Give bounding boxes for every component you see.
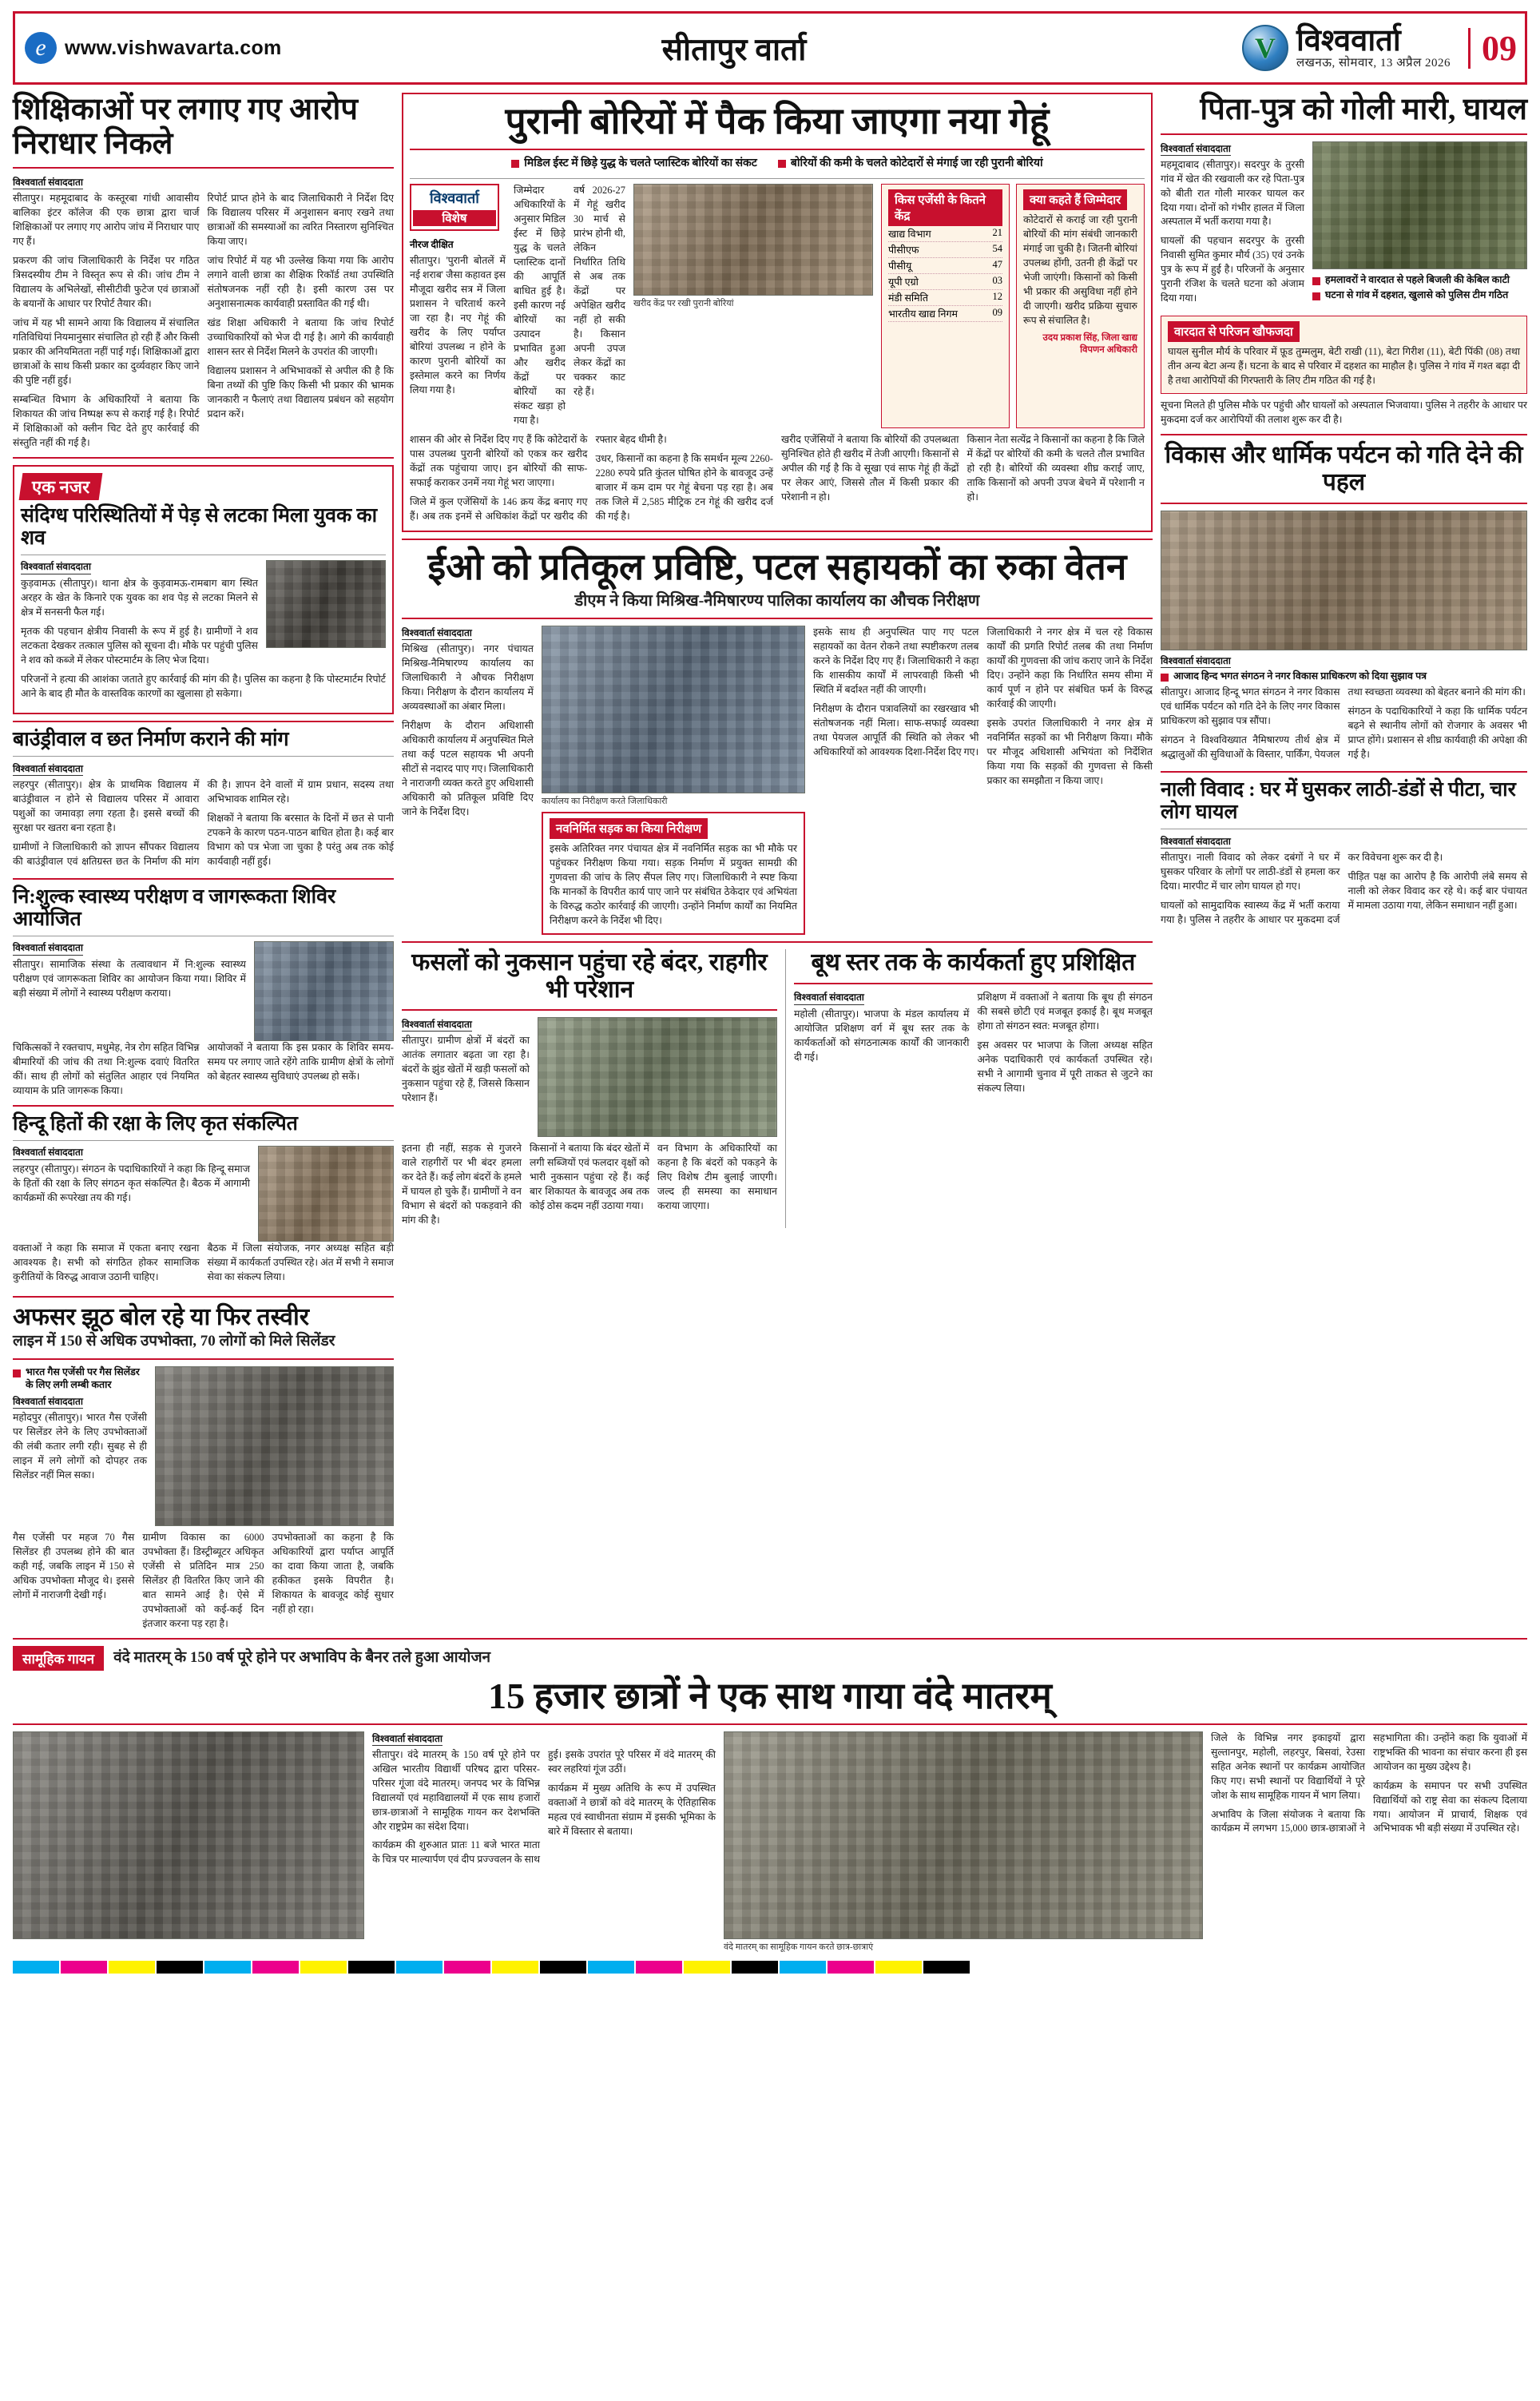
box-title: किस एजेंसी के कितने केंद्र: [888, 189, 1002, 226]
paragraph: प्रकरण की जांच जिलाधिकारी के निर्देश पर गठित त्रिसदस्यीय टीम ने विस्तृत रूप से की। जांच टीम ने विद्यालय के अभिलेखों, सीसीटीवी फुटेज एवं छात्राओं के बयानों के आधार पर रिपोर्ट तैयार की।: [13, 255, 200, 309]
byline: विश्ववार्ता संवाददाता: [401, 627, 472, 639]
article-gas-cylinder: [13, 1304, 394, 1632]
bottom-strap: [13, 1646, 1527, 1671]
paragraph: महोली (सीतापुर)। भाजपा के मंडल कार्यालय में आयोजित प्रशिक्षण वर्ग में बूथ स्तर तक के कार्यकर्ताओं को संगठनात्मक कार्यों की जानकारी दी गई।: [793, 1008, 970, 1063]
paragraph: निरीक्षण के दौरान पत्रावलियों का रखरखाव भी संतोषजनक नहीं मिला। साफ-सफाई व्यवस्था तथा पेयजल आपूर्ति की स्थिति को लेकर भी अधिकारियों को आवश्यक दिशा-निर्देश दिए गए।: [812, 703, 979, 758]
center-count: 09: [992, 307, 1002, 319]
byline: विश्ववार्ता संवाददाता: [794, 991, 864, 1005]
article-body-cont: [1211, 1731, 1527, 1953]
headline: ईओ को प्रतिकूल प्रविष्टि, पटल सहायकों का रुका वेतन: [427, 546, 1127, 587]
center-agency: पीसीएफ: [887, 244, 919, 256]
paragraph: सीतापुर। नाली विवाद को लेकर दबंगों ने घर में घुसकर परिवार के लोगों पर लाठी-डंडों से हमला कर दिया। मारपीट में चार लोग घायल हो गए।: [1160, 852, 1340, 892]
box-title: क्या कहते हैं जिम्मेदार: [1023, 189, 1127, 210]
paragraph: इस अवसर पर भाजपा के जिला अध्यक्ष सहित अनेक पदाधिकारी एवं कार्यकर्ता उपस्थित रहे। सभी ने आगामी चुनाव में पूरी ताकत से जुटने का संकल्प लिया।: [977, 1039, 1153, 1094]
website-url[interactable]: www.vishwavarta.com: [65, 36, 282, 59]
page-number: 09: [1468, 28, 1517, 69]
section-title: सीतापुर वार्ता: [661, 32, 807, 67]
photo-deceased: [266, 560, 386, 648]
center-agency: यूपी एग्रो: [887, 276, 919, 288]
box-title: नवनिर्मित सड़क का किया निरीक्षण: [550, 818, 708, 839]
article-body: [21, 560, 258, 673]
paragraph: सम्बन्धित विभाग के अधिकारियों ने बताया कि शिकायत की जांच निष्पक्ष रूप से कराई गई है। रिपोर्ट में शिक्षिकाओं को क्लीन चिट देते हुए कार्रवाई की संस्तुति नहीं की गई है।: [13, 393, 200, 448]
article-boundary-wall: [13, 729, 394, 872]
article-hindu-interests: [13, 1113, 394, 1290]
masthead-right: [1109, 25, 1525, 71]
paragraph: रिपोर्ट प्राप्त होने के बाद जिलाधिकारी ने निर्देश दिए कि विद्यालय परिसर में अनुशासन बनाए रखने तथा छात्राओं की समस्याओं का त्वरित निस्तारण सुनिश्चित किया जाए।: [207, 193, 394, 248]
special-badge: [410, 184, 499, 231]
article-father-son-shot: [1161, 93, 1527, 427]
center-count: 54: [992, 243, 1002, 255]
brand-edition-date: लखनऊ, सोमवार, 13 अप्रैल 2026: [1296, 57, 1451, 70]
article-body-cont: [1161, 399, 1527, 427]
page-columns: [13, 93, 1527, 1632]
headline: संदिग्ध परिस्थितियों में पेड़ से लटका मिला युवक का शव: [21, 504, 378, 549]
box-agency-centers: [881, 184, 1010, 428]
center-row: [888, 258, 1002, 274]
paragraph: गैस एजेंसी पर महज 70 गैस सिलेंडर ही उपलब्ध होने की बात कही गई, जबकि लाइन में 150 से अधिक उपभोक्ता मौजूद थे। इससे लोगों में नाराजगी देखी गई।: [13, 1532, 135, 1601]
center-row: [888, 226, 1002, 242]
paragraph: लहरपुर (सीतापुर)। संगठन के पदाधिकारियों ने कहा कि हिन्दू समाज के हितों की रक्षा के लिए संगठन कृत संकल्पित है। बैठक में आगामी कार्यक्रमों की रूपरेखा तय की गई।: [13, 1163, 250, 1204]
paragraph: ग्रामीण विकास का 6000 उपभोक्ता हैं। डिस्ट्रीब्यूटर अधिकृत एजेंसी से प्रतिदिन मात्र 250 सिलेंडर ही वितरित किए जाने की बात सामने आई है। ऐसे में उपभोक्ताओं को कई-कई दिन इंतजार करना पड़ रहा है।: [142, 1532, 264, 1630]
box-officials-say: [1016, 184, 1145, 428]
headline: नाली विवाद : घर में घुसकर लाठी-डंडों से पीटा, चार लोग घायल: [1160, 779, 1516, 824]
photo-tourism-event: [1161, 511, 1527, 650]
article-teacher-allegations: [13, 93, 394, 451]
middle-column: [402, 93, 1153, 1632]
article-ek-nazar: [13, 465, 394, 714]
byline: विश्ववार्ता संवाददाता: [372, 1732, 443, 1744]
byline: विश्ववार्ता संवाददाता: [13, 177, 83, 189]
article-wheat-sacks: [402, 93, 1153, 532]
center-agency: पीसीयू: [887, 260, 912, 272]
article-religious-tourism: [1161, 442, 1527, 765]
paragraph: इसके उपरांत जिलाधिकारी ने नगर क्षेत्र में नवनिर्मित सड़कों का भी निरीक्षण किया। मौके पर मौजूद अधिशासी अभियंता को निर्देशित किया गया कि सड़कों की गुणवत्ता से किसी प्रकार का समझौता न किया जाए।: [986, 718, 1153, 787]
bullet-point: मिडिल ईस्ट में छिड़े युद्ध के चलते प्लास्टिक बोरियों का संकट: [511, 157, 757, 171]
globe-letter: V: [1254, 32, 1276, 64]
paragraph: अभाविप के जिला संयोजक ने बताया कि कार्यक्रम में लगभग 15,000 छात्र-छात्राओं ने सहभागिता की। उन्होंने कहा कि युवाओं में राष्ट्रभक्ति की भावना का संचार करना ही इस आयोजन का मुख्य उद्देश्य है।: [1211, 1731, 1527, 1835]
box-family-fear: [1161, 316, 1527, 394]
center-agency: भारतीय खाद्य निगम: [887, 308, 958, 320]
paragraph: घायलों को सामुदायिक स्वास्थ्य केंद्र में भर्ती कराया गया है। पुलिस ने तहरीर के आधार पर मुकदमा दर्ज कर विवेचना शुरू कर दी है।: [1160, 852, 1443, 925]
paragraph: कार्यक्रम के समापन पर सभी उपस्थित विद्यार्थियों को राष्ट्र सेवा का संकल्प दिलाया गया। आयोजन में प्राचार्य, शिक्षक एवं अभिभावक भी बड़ी संख्या में उपस्थित रहे।: [1373, 1779, 1527, 1835]
paragraph: निरीक्षण के दौरान अधिशासी अधिकारी कार्यालय में अनुपस्थित मिले तथा कई पटल सहायक भी अपनी सीटों से नदारद पाए गए। जिलाधिकारी ने नाराजगी व्यक्त करते हुए अधिशासी अधिकारी को प्रतिकूल प्रविष्टि दिए जाने के निर्देश दिए।: [401, 720, 534, 817]
headline: हिन्दू हितों की रक्षा के लिए कृत संकल्पित: [13, 1112, 298, 1135]
paragraph: चिकित्सकों ने रक्तचाप, मधुमेह, नेत्र रोग सहित विभिन्न बीमारियों की जांच की तथा नि:शुल्क दवाएं वितरित कीं। साथ ही लोगों को संतुलित आहार एवं नियमित व्यायाम के प्रति जागरूक किया।: [13, 1042, 200, 1096]
center-row: [888, 274, 1002, 290]
box-text: कोटेदारों से कराई जा रही पुरानी बोरियों की मांग संबंधी जानकारी मंगाई जा चुकी है। जितनी बोरियां उपलब्ध होंगी, उतनी ही केंद्रों पर भेजी जाएंगी। किसानों को किसी भी प्रकार की असुविधा नहीं होने दी जाएगी। खरीद प्रक्रिया सुचारु रूप से संचालित है।: [1022, 214, 1137, 326]
headline: नि:शुल्क स्वास्थ्य परीक्षण व जागरूकता शिविर आयोजित: [13, 886, 336, 930]
paragraph: बैठक में जिला संयोजक, नगर अध्यक्ष सहित बड़ी संख्या में कार्यकर्ता उपस्थित रहे। अंत में सभी ने समाज सेवा का संकल्प लिया।: [207, 1242, 394, 1282]
brand-text: [1296, 26, 1451, 70]
photo-caption: वंदे मातरम् का सामूहिक गायन करते छात्र-छात्राएं: [724, 1942, 874, 1952]
photo-village-scene: [1312, 141, 1527, 269]
bullet-point: हमलावरों ने वारदात से पहले बिजली की केबिल काटी: [1312, 274, 1527, 287]
article-body: [1161, 851, 1527, 928]
paragraph: महोदपुर (सीतापुर)। भारत गैस एजेंसी पर सिलेंडर लेने के लिए उपभोक्ताओं की लंबी कतार लगी रही। सुबह से ही लाइन में लगे लोगों को दोपहर तक सिलेंडर नहीं मिल सका।: [13, 1412, 147, 1481]
brand-block: [1242, 25, 1451, 71]
article-body: [410, 254, 506, 398]
box-text: इसके अतिरिक्त नगर पंचायत क्षेत्र में नवनिर्मित सड़क का भी मौके पर पहुंचकर निरीक्षण किया गया। सड़क निर्माण में प्रयुक्त सामग्री की गुणवत्ता की जांच के लिए सैंपल लिए गए। जिलाधिकारी ने स्पष्ट किया कि मानकों के विपरीत कार्य पाए जाने पर संबंधित ठेकेदार एवं अभियंता के विरुद्ध कठोर कार्रवाई की जाएगी। उन्होंने निर्माण कार्यों का नियमित निरीक्षण करने के निर्देश भी दिए।: [549, 843, 797, 927]
byline: विश्ववार्ता संवाददाता: [401, 1019, 472, 1031]
article-body-cont: [813, 626, 1153, 935]
right-column: [1161, 93, 1527, 1632]
paragraph: इसके साथ ही अनुपस्थित पाए गए पटल सहायकों का वेतन रोकने तथा स्पष्टीकरण तलब करने के निर्देश दिए गए हैं। जिलाधिकारी ने कहा कि शासकीय कार्यों में लापरवाही किसी भी स्थिति में बर्दाश्त नहीं की जाएगी।: [812, 626, 979, 696]
bottom-headline: 15 हजार छात्रों ने एक साथ गाया वंदे मातरम्: [488, 1676, 1052, 1717]
center-row: [888, 242, 1002, 258]
paragraph: सीतापुर। वंदे मातरम् के 150 वर्ष पूरे होने पर अखिल भारतीय विद्यार्थी परिषद द्वारा परिसर-परिसर गूंजा वंदे मातरम्। जनपद भर के विभिन्न विद्यालयों एवं महाविद्यालयों में एक साथ हजारों छात्र-छात्राओं ने सामूहिक गायन कर देशभक्ति और राष्ट्रप्रेम का संदेश दिया।: [372, 1748, 540, 1832]
paragraph: उपभोक्ताओं का कहना है कि अधिकारियों द्वारा पर्याप्त आपूर्ति का दावा किया जाता है, जबकि हकीकत इसके विपरीत है। शिकायत के बावजूद कोई सुधार नहीं हो रहा।: [272, 1532, 394, 1616]
headline: पिता-पुत्र को गोली मारी, घायल: [1200, 93, 1527, 126]
photo-wheat-sacks: [633, 184, 873, 296]
center-count: 21: [992, 227, 1002, 239]
box-author: उदय प्रकाश सिंह, जिला खाद्य विपणन अधिकारी: [1042, 332, 1137, 355]
paragraph: प्रशिक्षण में वक्ताओं ने बताया कि बूथ ही संगठन की सबसे छोटी एवं मजबूत इकाई है। बूथ मजबूत होगा तो संगठन स्वत: मजबूत होगा।: [977, 991, 1153, 1032]
paragraph: लहरपुर (सीतापुर)। क्षेत्र के प्राथमिक विद्यालय में बाउंड्रीवाल न होने से विद्यालय परिसर में आवारा पशुओं का जमावड़ा लगा रहता है। इससे बच्चों की सुरक्षा पर खतरा बना रहता है।: [13, 779, 200, 834]
article-booth-training: [785, 949, 1153, 1228]
masthead-left: [15, 32, 359, 64]
article-monkeys: [402, 949, 777, 1228]
paragraph: कुड़वामऊ (सीतापुर)। थाना क्षेत्र के कुड़वामऊ-रामबाग बाग स्थित अरहर के खेत के किनारे एक युवक का शव पेड़ से लटका मिलने से क्षेत्र में सनसनी फैल गई।: [21, 578, 258, 618]
subheadline: लाइन में 150 से अधिक उपभोक्ता, 70 लोगों को मिले सिलेंडर: [13, 1333, 335, 1350]
article-body: [13, 1146, 250, 1242]
paragraph: सीतापुर। 'पुरानी बोतलें में नई शराब' जैसा कहावत इस मौजूदा खरीद सत्र में जिला प्रशासन ने चरितार्थ करने जा रहा है। नए गेहूं की खरीद के लिए पर्याप्त बोरियां उपलब्ध न होने के कारण पुरानी बोरियों का इस्तेमाल करने का निर्णय लिया गया है।: [409, 255, 506, 396]
paragraph: महमूदाबाद (सीतापुर)। सदरपुर के तुरसी गांव में खेत की रखवाली कर रहे पिता-पुत्र को बीती रात गोली मारकर घायल कर दिया गया। दोनों को गंभीर हालत में जिला अस्पताल में भर्ती कराया गया है।: [1160, 158, 1304, 228]
article-body: [1161, 158, 1304, 307]
paragraph: सीतापुर। ग्रामीण क्षेत्रों में बंदरों का आतंक लगातार बढ़ता जा रहा है। बंदरों के झुंड खेतों में खड़ी फसलों को नुकसान पहुंचा रहे हैं, जिससे किसान परेशान हैं।: [401, 1035, 530, 1104]
paragraph: सीतापुर। महमूदाबाद के कस्तूरबा गांधी आवासीय बालिका इंटर कॉलेज की एक छात्रा द्वारा चार्ज शिक्षिकाओं पर लगाए गए आरोप जांच में निराधार पाए गए हैं।: [13, 193, 200, 248]
paragraph: जिले में कुल एजेंसियों के 146 क्रय केंद्र बनाए गए हैं। अब तक इनमें से अधिकांश केंद्रों पर खरीद की रफ्तार बेहद धीमी है।: [409, 433, 667, 522]
page-title: शिक्षिकाओं पर लगाए गए आरोप निराधार निकले: [13, 93, 358, 161]
article-eo-inspection: [402, 547, 1153, 935]
paragraph: संगठन ने विश्वविख्यात नैमिषारण्य तीर्थ क्षेत्र में श्रद्धालुओं की सुविधाओं के विस्तार, पार्किंग, पेयजल तथा स्वच्छता व्यवस्था को बेहतर बनाने की मांग की।: [1160, 686, 1526, 761]
paragraph: किसान नेता सत्येंद्र ने किसानों का कहना है कि जिले में केंद्रों पर बोरियों की कमी के चलते तौल प्रभावित हो रही है। बोरियों की व्यवस्था शीघ्र कराई जाए, ताकि किसानों को अपनी उपज बेचने में परेशानी न हो।: [966, 433, 1145, 503]
paragraph: विद्यालय प्रशासन ने अभिभावकों से अपील की है कि बिना तथ्यों की पुष्टि किए किसी भी प्रकार की भ्रामक जानकारी न फैलाएं तथा विद्यालय प्रबंधन को सहयोग प्रदान करें।: [207, 364, 394, 419]
article-body: [794, 991, 1153, 1096]
byline: विश्ववार्ता संवाददाता: [13, 1396, 83, 1408]
byline: विश्ववार्ता संवाददाता: [21, 560, 91, 574]
paragraph: सूचना मिलते ही पुलिस मौके पर पहुंची और घायलों को अस्पताल भिजवाया। पुलिस ने तहरीर के आधार पर मुकदमा दर्ज कर आरोपियों की तलाश शुरू कर दी है।: [1160, 400, 1527, 426]
article-body-cont: [402, 1142, 777, 1228]
article-body: [13, 192, 394, 451]
article-body-cont: [13, 1531, 394, 1632]
paragraph: मृतक की पहचान क्षेत्रीय निवासी के रूप में हुई है। ग्रामीणों ने शव लटकता देखकर तत्काल पुलिस को सूचना दी। मौके पर पहुंची पुलिस ने शव को कब्जे में लेकर पोस्टमार्टम के लिए भेज दिया।: [21, 626, 258, 666]
print-registration-bars: [13, 1961, 1527, 1978]
paragraph: कार्यक्रम की शुरुआत प्रातः 11 बजे भारत माता के चित्र पर माल्यार्पण एवं दीप प्रज्ज्वलन के साथ हुई। इसके उपरांत पूरे परिसर में वंदे मातरम् की स्वर लहरियां गूंज उठीं।: [372, 1748, 716, 1866]
paragraph: आयोजकों ने बताया कि इस प्रकार के शिविर समय-समय पर लगाए जाते रहेंगे ताकि ग्रामीण क्षेत्रों के लोगों को बेहतर स्वास्थ्य सुविधाएं उपलब्ध हो सकें।: [207, 1042, 394, 1082]
center-count: 03: [992, 275, 1002, 287]
photo-dm-inspection: [542, 626, 805, 793]
paragraph: संगठन के पदाधिकारियों ने कहा कि धार्मिक पर्यटन बढ़ने से स्थानीय लोगों को रोजगार के अवसर भी प्राप्त होंगे। प्रशासन से शीघ्र कार्यवाही की अपेक्षा की गई है।: [1348, 706, 1527, 761]
left-column: [13, 93, 394, 1632]
article-body-cont: [13, 1041, 394, 1099]
center-count: 12: [992, 291, 1002, 303]
bullet-point: भारत गैस एजेंसी पर गैस सिलेंडर के लिए लगी लम्बी कतार: [13, 1366, 147, 1391]
paragraph: वन विभाग के अधिकारियों का कहना है कि बंदरों को पकड़ने के लिए विशेष टीम बुलाई जाएगी। जल्द ही समस्या का समाधान कराया जाएगा।: [657, 1143, 777, 1212]
strap-text: वंदे मातरम् के 150 वर्ष पूरे होने पर अभाविप के बैनर तले हुआ आयोजन: [113, 1649, 491, 1667]
headline: पुरानी बोरियों में पैक किया जाएगा नया गेहूं: [505, 101, 1050, 141]
subheadline: डीएम ने किया मिश्रिख-नैमिषारण्य पालिका कार्यालय का औचक निरीक्षण: [574, 592, 980, 610]
center-count: 47: [992, 259, 1002, 271]
paragraph: खरीद एजेंसियों ने बताया कि बोरियों की उपलब्धता सुनिश्चित होते ही खरीद में तेजी आएगी। किसानों से अपील की गई है कि वे सूखा एवं साफ गेहूं ही केंद्रों पर लेकर आएं, जिससे तौल में किसी प्रकार की परेशानी न हो।: [780, 433, 959, 503]
paragraph: शासन की ओर से निर्देश दिए गए हैं कि कोटेदारों के पास उपलब्ध पुरानी बोरियों को एकत्र कर खरीद केंद्रों तक पहुंचाया जाए। इन बोरियों की साफ-सफाई कराकर उनमें नया गेहूं भरा जाएगा।: [409, 433, 588, 488]
bottom-body-row: [13, 1731, 1527, 1953]
paragraph: उधर, किसानों का कहना है कि समर्थन मूल्य 2260-2280 रुपये प्रति कुंतल घोषित होने के बावजूद उन्हें बाजार में कम दाम पर गेहूं बेचना पड़ रहा है। अब तक जिले में 2,585 मीट्रिक टन गेहूं की खरीद दर्ज की गई है।: [595, 452, 773, 522]
article-body: [1161, 686, 1527, 765]
paragraph: परिजनों ने हत्या की आशंका जताते हुए कार्रवाई की मांग की है। पुलिस का कहना है कि पोस्टमार्टम रिपोर्ट आने के बाद ही मौत के वास्तविक कारणों का खुलासा हो सकेगा।: [21, 674, 386, 700]
photo-monkeys-road: [538, 1017, 777, 1137]
badge-brand-name: विश्ववार्ता: [429, 190, 479, 207]
bullet-point: बोरियों की कमी के चलते कोटेदारों से मंगाई जा रही पुरानी बोरियां: [778, 157, 1043, 171]
article-body-cont: [21, 673, 386, 702]
epaper-icon: e: [25, 32, 57, 64]
photo-gas-queue: [155, 1366, 394, 1526]
paragraph: शिक्षकों ने बताया कि बरसात के दिनों में छत से पानी टपकने के कारण पठन-पाठन बाधित होता है। कई बार विभाग को पत्र भेजा जा चुका है परंतु अब तक कोई कार्यवाही नहीं हुई।: [207, 813, 394, 868]
box-text: घायल सुनील मौर्य के परिवार में फ़ूड तुम्मलुम, बेटी राखी (11), बेटा गिरीश (11), बेटी पिंकी (08) तथा तीन अन्य बेटा अन्य हैं। घटना के बाद से परिवार में दहशत का माहौल है। पुलिस ने गांव में गश्त बढ़ा दी है तथा आरोपियों की गिरफ्तारी के लिए टीम गठित की गई है।: [1167, 346, 1520, 387]
article-body: [13, 941, 246, 1041]
paragraph: वर्ष 2026-27 में गेहूं खरीद 30 मार्च से प्रारंभ होनी थी, लेकिन निर्धारित तिथि से अब तक केंद्रों पर अपेक्षित खरीद नहीं हो सकी है। किसान अपनी उपज लेकर केंद्रों का चक्कर काट रहे हैं।: [573, 185, 625, 397]
headline: बाउंड्रीवाल व छत निर्माण कराने की मांग: [13, 729, 289, 751]
photo-students-hall: [724, 1731, 1203, 1939]
centers-list: [888, 226, 1002, 322]
bullet-point: घटना से गांव में दहशत, खुलासे को पुलिस टीम गठित: [1312, 289, 1527, 302]
ek-nazar-badge: एक नजर: [19, 473, 103, 500]
globe-icon: [1242, 25, 1288, 71]
byline: विश्ववार्ता संवाददाता: [1160, 142, 1231, 154]
headline: बूथ स्तर तक के कार्यकर्ता हुए प्रशिक्षित: [811, 949, 1136, 976]
paragraph: जिलाधिकारी ने नगर क्षेत्र में चल रहे विकास कार्यों की प्रगति रिपोर्ट तलब की तथा निर्माण कार्यों की गुणवत्ता की जांच कराए जाने के निर्देश दिए। उन्होंने कहा कि निर्धारित समय सीमा में कार्य पूर्ण न होने पर संबंधित फर्म के विरुद्ध कार्रवाई की जाएगी।: [986, 626, 1153, 710]
paragraph: किसानों ने बताया कि बंदर खेतों में लगी सब्जियों एवं फलदार वृक्षों को भारी नुकसान पहुंचा रहे हैं। कई बार शिकायत के बावजूद अब तक कोई ठोस कदम नहीं उठाया गया।: [529, 1143, 649, 1212]
box-title: वारदात से परिजन खौफजदा: [1168, 321, 1300, 342]
brand-name: विश्ववार्ता: [1296, 24, 1401, 58]
photo-caption: कार्यालय का निरीक्षण करते जिलाधिकारी: [541, 797, 668, 807]
headline: फसलों को नुकसान पहुंचा रहे बंदर, राहगीर भी परेशान: [411, 949, 768, 1003]
article-health-camp: [13, 886, 394, 1099]
article-body: [402, 1034, 530, 1106]
paragraph: जिले के विभिन्न नगर इकाइयों द्वारा सुल्तानपुर, महोली, लहरपुर, बिसवां, रेउसा सहित अनेक स्थानों पर कार्यक्रम आयोजित किए गए। सभी स्थानों पर विद्यार्थियों ने पूरे जोश के साथ सामूहिक गायन में भाग लिया।: [1211, 1731, 1365, 1801]
paragraph: ग्रामीणों ने जिलाधिकारी को ज्ञापन सौंपकर विद्यालय की बाउंड्रीवाल एवं क्षतिग्रस्त छत के निर्माण की मांग की है। ज्ञापन देने वालों में ग्राम प्रधान, सदस्य तथा अभिभावक शामिल रहे।: [13, 779, 394, 868]
center-agency: खाद्य विभाग: [887, 229, 931, 240]
paragraph: जांच में यह भी सामने आया कि विद्यालय में संचालित गतिविधियां नियमानुसार संचालित हो रही हैं और किसी प्रकार की अनियमितता नहीं पाई गई। शिक्षिकाओं द्वारा छात्राओं के साथ किसी प्रकार का दुर्व्यवहार किए जाने की पुष्टि नहीं हुई।: [13, 316, 200, 386]
center-agency: मंडी समिति: [887, 292, 928, 304]
center-row: [888, 306, 1002, 322]
two-story-row: [402, 949, 1153, 1228]
byline: विश्ववार्ता संवाददाता: [1160, 654, 1231, 666]
masthead: [13, 11, 1527, 85]
article-body: [402, 642, 534, 820]
paragraph: जिम्मेदार अधिकारियों के अनुसार मिडिल ईस्ट में छिड़े युद्ध के चलते प्लास्टिक दानों की आपूर्ति बाधित हुई है। इसी कारण नई बोरियों का उत्पादन प्रभावित हुआ और खरीद केंद्रों पर बोरियों का संकट खड़ा हो गया है।: [513, 185, 566, 426]
reporter-name: नीरज दीक्षित: [409, 239, 454, 251]
byline: विश्ववार्ता संवाददाता: [13, 763, 83, 775]
photo-students-left: [13, 1731, 364, 1939]
byline: विश्ववार्ता संवाददाता: [13, 941, 83, 956]
paragraph: घायलों की पहचान सदरपुर के तुरसी निवासी सुमित कुमार मौर्य (35) एवं उनके पुत्र के रूप में हुई है। परिजनों के अनुसार पुरानी रंजिश के चलते घटना को अंजाम दिया गया।: [1160, 235, 1304, 304]
paragraph: वक्ताओं ने कहा कि समाज में एकता बनाए रखना आवश्यक है। सभी को संगठित होकर सामाजिक कुरीतियों के विरुद्ध आवाज उठानी चाहिए।: [13, 1242, 200, 1282]
article-body: [514, 184, 625, 428]
article-body-cont: [13, 1242, 394, 1290]
center-row: [888, 290, 1002, 306]
paragraph: सीतापुर। आजाद हिन्दू भगत संगठन ने नगर विकास एवं धार्मिक पर्यटन को गति देने के लिए नगर विकास प्राधिकरण को सुझाव पत्र सौंपा।: [1160, 686, 1340, 727]
byline: विश्ववार्ता संवाददाता: [1160, 836, 1231, 848]
byline: विश्ववार्ता संवाददाता: [13, 1146, 83, 1160]
badge-tag: विशेष: [413, 210, 496, 226]
article-body-cont: [410, 433, 1145, 524]
strap-tag: सामूहिक गायन: [13, 1646, 104, 1671]
bullet-point: आजाद हिन्द भगत संगठन ने नगर विकास प्राधिकरण को दिया सुझाव पत्र: [1161, 670, 1527, 683]
paragraph: इतना ही नहीं, सड़क से गुजरने वाले राहगीरों पर भी बंदर हमला कर देते हैं। कई लोग बंदरों के हमले में घायल हो चुके हैं। ग्रामीणों ने वन विभाग से बंदरों को पकड़वाने की मांग की है।: [401, 1143, 522, 1226]
article-body: [13, 1411, 147, 1483]
box-road-inspection: [542, 812, 805, 935]
article-drain-dispute: [1161, 779, 1527, 928]
paragraph: खंड शिक्षा अधिकारी ने बताया कि जांच रिपोर्ट उच्चाधिकारियों को भेज दी गई है। आगे की कार्यवाही शासन स्तर से निर्देश मिलने के उपरांत की जाएगी।: [207, 316, 394, 357]
article-body: [372, 1748, 716, 1868]
headline: अफसर झूठ बोल रहे या फिर तस्वीर: [13, 1303, 309, 1330]
headline: विकास और धार्मिक पर्यटन को गति देने की पहल: [1165, 442, 1523, 495]
paragraph: कार्यक्रम में मुख्य अतिथि के रूप में उपस्थित वक्ताओं ने छात्रों को वंदे मातरम् के ऐतिहासिक महत्व एवं स्वाधीनता संग्राम में इसकी भूमिका के बारे में विस्तार से बताया।: [548, 1782, 716, 1837]
photo-health-camp: [254, 941, 394, 1041]
paragraph: मिश्रिख (सीतापुर)। नगर पंचायत मिश्रिख-नैमिषारण्य कार्यालय का जिलाधिकारी ने औचक निरीक्षण किया। निरीक्षण के दौरान कार्यालय में अव्यवस्थाओं का अंबार मिला।: [401, 643, 534, 713]
paragraph: सीतापुर। सामाजिक संस्था के तत्वावधान में नि:शुल्क स्वास्थ्य परीक्षण एवं जागरूकता शिविर का आयोजन किया गया। शिविर में बड़ी संख्या में लोगों ने स्वास्थ्य परीक्षण कराया।: [13, 959, 246, 1000]
photo-meeting: [258, 1146, 394, 1242]
paragraph: पीड़ित पक्ष का आरोप है कि आरोपी लंबे समय से नाली को लेकर विवाद कर रहे थे। कई बार पंचायत में मामला उठाया गया, लेकिन समाधान नहीं हुआ।: [1348, 871, 1527, 911]
photo-caption: खरीद केंद्र पर रखी पुरानी बोरियां: [633, 299, 734, 309]
article-body: [13, 778, 394, 872]
masthead-center: [359, 27, 1109, 70]
paragraph: जांच रिपोर्ट में यह भी उल्लेख किया गया कि आरोप लगाने वाली छात्रा का शैक्षिक रिकॉर्ड तथा उपस्थिति संतोषजनक नहीं रही है। इसी कारण उस पर अनुशासनात्मक कार्यवाही प्रस्तावित की गई थी।: [207, 255, 394, 309]
